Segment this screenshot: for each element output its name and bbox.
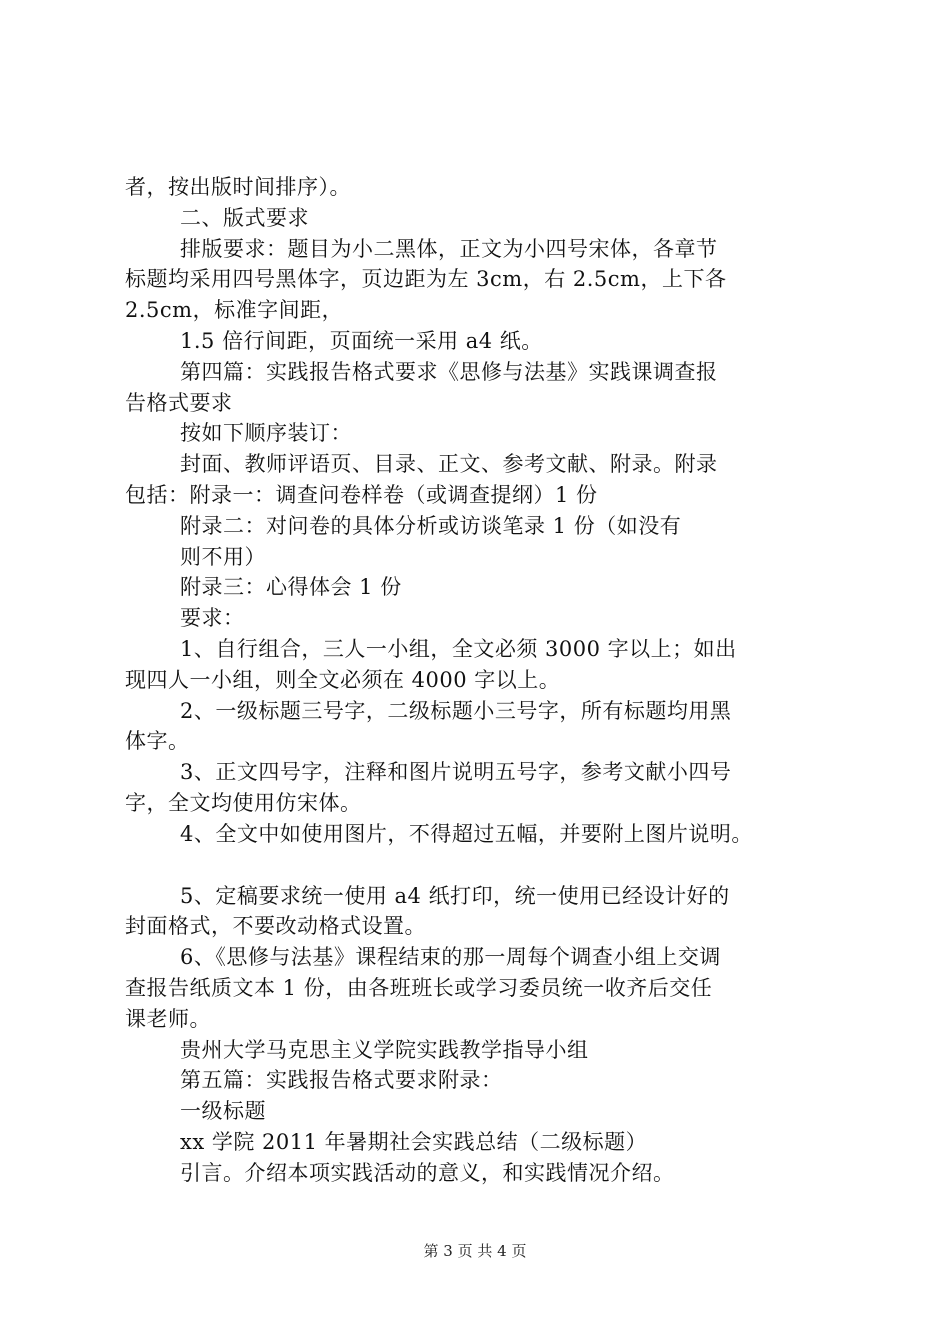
text-line: 一级标题 [180,1099,266,1124]
text-line: 6、《思修与法基》课程结束的那一周每个调查小组上交调 [180,945,721,970]
text-line: 要求： [180,606,245,631]
text-line: 1、自行组合，三人一小组，全文必须 3000 字以上；如出 [180,636,737,661]
text-line: 排版要求：题目为小二黑体，正文为小四号宋体，各章节 [180,236,718,261]
text-line: 引言。介绍本项实践活动的意义，和实践情况介绍。 [180,1160,675,1185]
text-line: 1.5 倍行间距，页面统一采用 a4 纸。 [180,328,543,353]
text-line: 体字。 [125,729,190,754]
text-line: 现四人一小组，则全文必须在 4000 字以上。 [125,667,561,692]
text-line: 者，按出版时间排序）。 [125,175,351,199]
text-line: 告格式要求 [125,390,233,415]
body-paragraphs-part-2 [125,881,837,1189]
text-line: 2.5cm，标准字间距， [125,298,344,323]
text-line: 标题均采用四号黑体字，页边距为左 3cm，右 2.5cm，上下各 [125,267,727,292]
text-line: 附录三：心得体会 1 份 [180,575,402,600]
text-line: 贵州大学马克思主义学院实践教学指导小组 [180,1037,589,1062]
blank-line [125,850,837,881]
text-line: 包括：附录一：调查问卷样卷（或调查提纲）1 份 [125,482,598,507]
text-line: 封面、教师评语页、目录、正文、参考文献、附录。附录 [180,452,718,477]
text-line: 5、定稿要求统一使用 a4 纸打印，统一使用已经设计好的 [180,883,730,908]
text-line: 字，全文均使用仿宋体。 [125,790,362,815]
text-line: 课老师。 [125,1006,211,1031]
text-line: 第四篇：实践报告格式要求《思修与法基》实践课调查报 [180,359,718,384]
text-line: 附录二：对问卷的具体分析或访谈笔录 1 份（如没有 [180,513,682,538]
text-line: 第五篇：实践报告格式要求附录： [180,1068,503,1093]
text-line: xx 学院 2011 年暑期社会实践总结（二级标题） [180,1129,648,1154]
text-line: 查报告纸质文本 1 份，由各班班长或学习委员统一收齐后交任 [125,975,713,1000]
body-paragraphs-part-1 [125,172,837,850]
body-text [125,172,837,1189]
text-line: 则不用） [180,544,266,569]
text-line: 3、正文四号字，注释和图片说明五号字，参考文献小四号 [180,760,732,785]
page-footer: 第 3 页 共 4 页 [423,1242,527,1260]
text-line: 2、一级标题三号字，二级标题小三号字，所有标题均用黑 [180,698,732,723]
text-line: 4、全文中如使用图片，不得超过五幅，并要附上图片说明。 [180,821,753,846]
text-line: 封面格式，不要改动格式设置。 [125,914,426,939]
text-line: 二、版式要求 [180,205,309,230]
text-line: 按如下顺序装订： [180,421,352,446]
